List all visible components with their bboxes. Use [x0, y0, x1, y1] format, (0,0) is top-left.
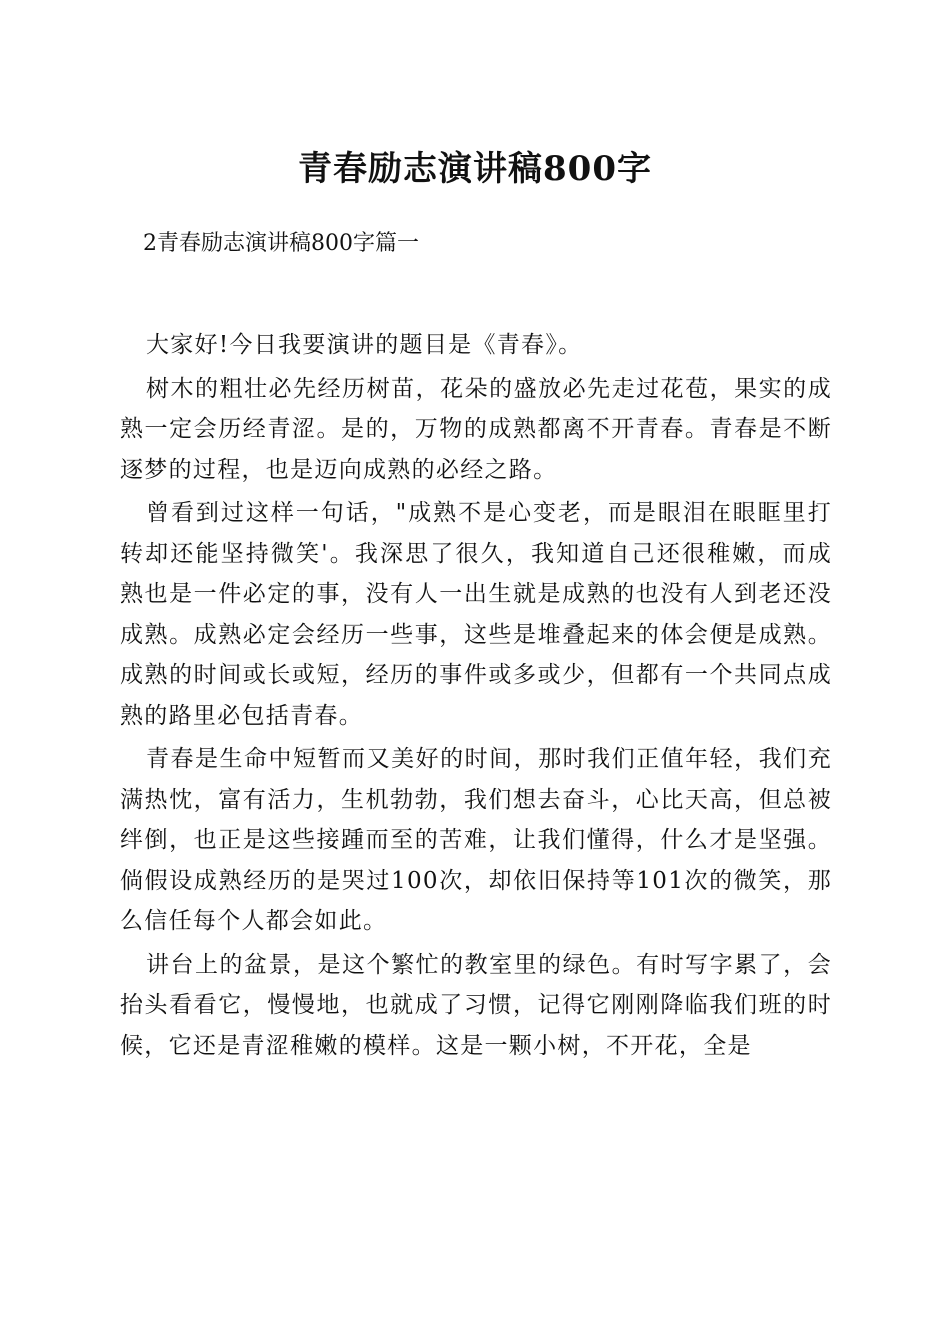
paragraph-growth: 树木的粗壮必先经历树苗，花朵的盛放必先走过花苞，果实的成熟一定会历经青涩。是的，万物的成熟都离不开青春。青春是不断逐梦的过程，也是迈向成熟的必经之路。 [120, 375, 832, 483]
paragraph-bonsai: 讲台上的盆景，是这个繁忙的教室里的绿色。有时写字累了，会抬头看看它，慢慢地，也就成了习惯，记得它刚刚降临我们班的时候，它还是青涩稚嫩的模样。这是一颗小树，不开花，全是 [120, 951, 832, 1059]
document-subtitle: 2青春励志演讲稿800字篇一 [143, 231, 419, 256]
document-title: 青春励志演讲稿800字 [298, 149, 652, 189]
document-body [120, 325, 832, 1066]
paragraph-maturity: 曾看到过这样一句话，"成熟不是心变老，而是眼泪在眼眶里打转却还能坚持微笑'。我深思了很久，我知道自己还很稚嫩，而成熟也是一件必定的事，没有人一出生就是成熟的也没有人到老还没成熟。成熟必定会经历一些事，这些是堆叠起来的体会便是成熟。成熟的时间或长或短，经历的事件或多或少，但都有一个共同点成熟的路里必包括青春。 [120, 500, 832, 729]
paragraph-youth: 青春是生命中短暂而又美好的时间，那时我们正值年轻，我们充满热忱，富有活力，生机勃勃，我们想去奋斗，心比天高，但总被绊倒，也正是这些接踵而至的苦难，让我们懂得，什么才是坚强。倘假设成熟经历的是哭过100次，却依旧保持等101次的微笑，那么信任每个人都会如此。 [120, 746, 832, 934]
paragraph-greeting: 大家好!今日我要演讲的题目是《青春》。 [146, 332, 583, 358]
